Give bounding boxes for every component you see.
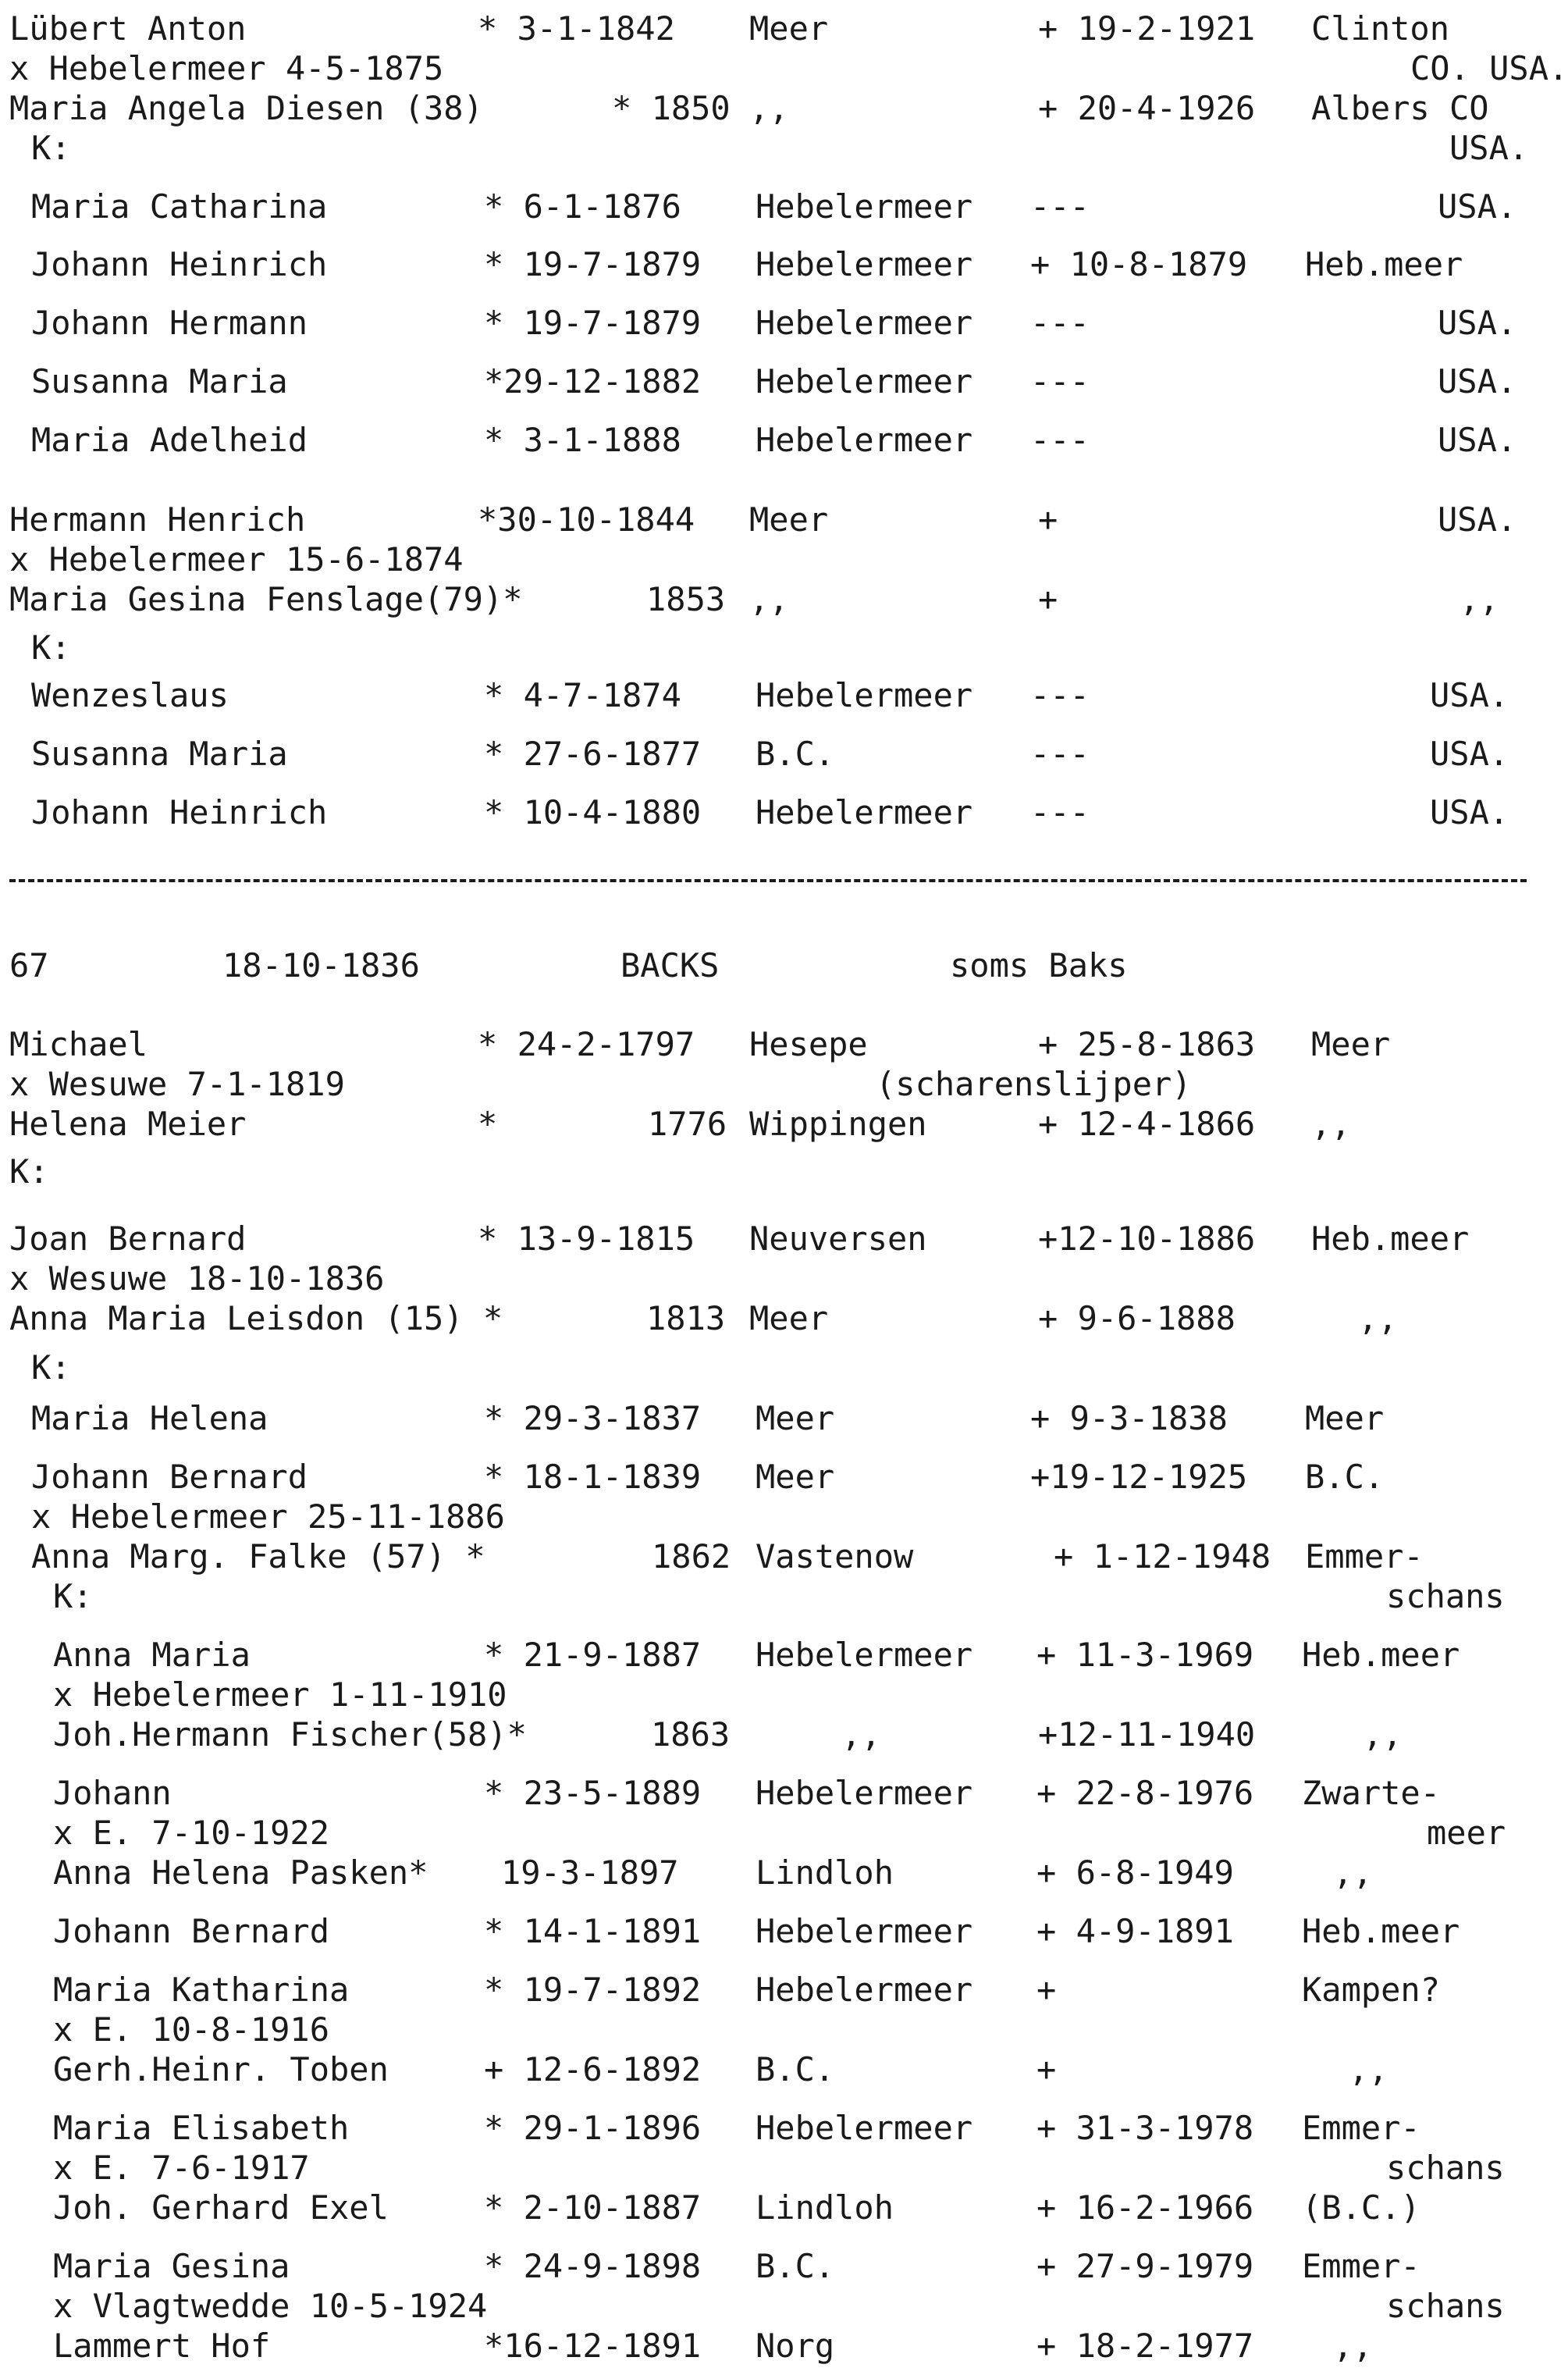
spouse-line bbox=[53, 1715, 1403, 1754]
death-date: + bbox=[1036, 2050, 1057, 2088]
person-name: Maria Gesina Fenslage(79)* bbox=[9, 580, 523, 618]
father-line bbox=[9, 9, 1449, 48]
birth-place: Meer bbox=[749, 500, 829, 539]
great-grandchild-row bbox=[53, 1912, 1460, 1951]
child-name: Johann Bernard bbox=[53, 1912, 330, 1950]
section-divider bbox=[9, 879, 1527, 882]
death-date: + 18-2-1977 bbox=[1036, 2327, 1254, 2365]
death-place: USA. bbox=[1438, 304, 1517, 342]
death-place: B.C. bbox=[1305, 1458, 1385, 1496]
birth-place: Hebelermeer bbox=[756, 1971, 973, 2009]
death-place: Zwarte- bbox=[1302, 1774, 1441, 1812]
death-date: --- bbox=[1030, 735, 1090, 773]
birth-place: Hebelermeer bbox=[756, 245, 973, 283]
birth-place: Meer bbox=[756, 1399, 835, 1437]
father-line bbox=[9, 1025, 1390, 1064]
marriage-text: x E. 7-6-1917 bbox=[53, 2149, 310, 2187]
birth-place: Hebelermeer bbox=[756, 362, 973, 401]
death-place: ,, bbox=[1311, 1105, 1351, 1143]
great-grandchild-row bbox=[53, 1636, 1460, 1675]
death-place: ,, bbox=[1460, 580, 1499, 618]
death-place: USA. bbox=[1438, 500, 1517, 539]
death-date: + 9-3-1838 bbox=[1030, 1399, 1228, 1437]
birth-place: B.C. bbox=[756, 2050, 835, 2088]
birth-place: Meer bbox=[756, 1458, 835, 1496]
child-name: Maria Gesina bbox=[53, 2247, 290, 2285]
birth-place: B.C. bbox=[756, 735, 835, 773]
birth-date: * 2-10-1887 bbox=[484, 2188, 702, 2227]
person-name: Michael bbox=[9, 1025, 148, 1063]
birth-place: Hebelermeer bbox=[756, 421, 973, 459]
birth-place: Lindloh bbox=[756, 1853, 894, 1892]
death-place: USA. bbox=[1430, 676, 1509, 714]
person-name: Lübert Anton bbox=[9, 9, 247, 48]
death-date: --- bbox=[1030, 304, 1090, 342]
person-name: Gerh.Heinr. Toben bbox=[53, 2050, 389, 2088]
birth-place: Meer bbox=[749, 1299, 829, 1337]
person-name: Hermann Henrich bbox=[9, 500, 306, 539]
great-grandchildren-label: K: bbox=[53, 1577, 93, 1615]
marriage-text: x E. 7-10-1922 bbox=[53, 1814, 330, 1852]
death-place: USA. bbox=[1430, 793, 1509, 831]
place-continuation: schans bbox=[1386, 2287, 1505, 2325]
death-date: + 6-8-1949 bbox=[1036, 1853, 1234, 1892]
birth-date: * 19-7-1879 bbox=[484, 245, 702, 283]
death-date: --- bbox=[1030, 676, 1090, 714]
father-line bbox=[9, 500, 1516, 539]
birth-date: * 6-1-1876 bbox=[484, 187, 681, 226]
death-place: USA. bbox=[1438, 362, 1517, 401]
child-name: Maria Adelheid bbox=[31, 421, 308, 459]
death-place: ,, bbox=[1358, 1299, 1398, 1337]
grandchild-row bbox=[31, 1458, 1384, 1497]
child-name: Anna Maria bbox=[53, 1636, 251, 1674]
birth-date: 1863 bbox=[651, 1715, 731, 1754]
great-grandchild-row bbox=[53, 2109, 1420, 2148]
person-name: Anna Maria Leisdon (15) * bbox=[9, 1299, 503, 1337]
great-grandchild-row bbox=[53, 2247, 1420, 2286]
death-date: + 27-9-1979 bbox=[1036, 2247, 1254, 2285]
death-place: USA. bbox=[1438, 187, 1517, 226]
birth-place: Hebelermeer bbox=[756, 187, 973, 226]
marriage-line: x Hebelermeer 25-11-1886 bbox=[31, 1497, 505, 1536]
birth-place: Norg bbox=[756, 2327, 835, 2365]
mother-note: USA. bbox=[1449, 129, 1529, 167]
birth-date: 1813 bbox=[646, 1299, 726, 1337]
birth-place: Wippingen bbox=[749, 1105, 927, 1143]
birth-date: * 18-1-1839 bbox=[484, 1458, 702, 1496]
child-name: Johann Hermann bbox=[31, 304, 308, 342]
birth-date: * 23-5-1889 bbox=[484, 1774, 702, 1812]
spouse-line bbox=[31, 1537, 1424, 1576]
marriage-line bbox=[53, 1814, 1506, 1853]
child-name: Maria Elisabeth bbox=[53, 2109, 350, 2147]
child-name: Johann Bernard bbox=[31, 1458, 308, 1496]
death-date: + 9-6-1888 bbox=[1038, 1299, 1236, 1337]
mother-line bbox=[9, 1105, 1351, 1144]
death-date: + bbox=[1038, 500, 1058, 539]
person-name: Maria Angela Diesen (38) bbox=[9, 89, 483, 127]
grandchildren-label: K: bbox=[31, 1348, 71, 1387]
marriage-text: x Vlagtwedde 10-5-1924 bbox=[53, 2287, 488, 2325]
place-continuation: schans bbox=[1386, 1577, 1505, 1615]
marriage-line bbox=[9, 49, 1568, 88]
birth-place: Vastenow bbox=[756, 1537, 914, 1576]
death-date: +19-12-1925 bbox=[1030, 1458, 1248, 1496]
person-name: Helena Meier bbox=[9, 1105, 247, 1143]
marriage-line: x Hebelermeer 1-11-1910 bbox=[53, 1675, 507, 1714]
birth-place: Hesepe bbox=[749, 1025, 868, 1063]
death-date: + 22-8-1976 bbox=[1036, 1774, 1254, 1812]
birth-date: 1853 bbox=[646, 580, 726, 618]
death-date: + 12-4-1866 bbox=[1038, 1105, 1256, 1143]
person-name: Joh. Gerhard Exel bbox=[53, 2188, 389, 2227]
death-date: +12-10-1886 bbox=[1038, 1220, 1256, 1258]
children-label: K: bbox=[9, 1152, 49, 1191]
birth-date: * 24-2-1797 bbox=[478, 1025, 695, 1063]
child-name: Johann bbox=[53, 1774, 172, 1812]
birth-date: * 21-9-1887 bbox=[484, 1636, 702, 1674]
death-date: + 19-2-1921 bbox=[1038, 9, 1256, 48]
grandchild-row bbox=[31, 1399, 1384, 1438]
birth-date: *29-12-1882 bbox=[484, 362, 702, 401]
spouse-line bbox=[53, 2327, 1373, 2366]
child-name: Wenzeslaus bbox=[31, 676, 229, 714]
death-place: ,, bbox=[1349, 2050, 1388, 2088]
death-place: (B.C.) bbox=[1302, 2188, 1420, 2227]
death-place: Emmer- bbox=[1305, 1537, 1424, 1576]
birth-date: * 14-1-1891 bbox=[484, 1912, 702, 1950]
death-place: Albers CO bbox=[1311, 89, 1489, 127]
entry-surname: BACKS bbox=[620, 946, 720, 985]
death-place: USA. bbox=[1438, 421, 1517, 459]
death-date: + 10-8-1879 bbox=[1030, 245, 1248, 283]
birth-star: * bbox=[478, 1105, 498, 1143]
children-label: K: bbox=[31, 628, 71, 667]
death-date: + 20-4-1926 bbox=[1038, 89, 1256, 127]
birth-date: * 24-9-1898 bbox=[484, 2247, 702, 2285]
children-label-line bbox=[9, 129, 1528, 168]
child-row bbox=[31, 362, 1516, 401]
birth-place: Meer bbox=[749, 9, 829, 48]
birth-date: * 19-7-1879 bbox=[484, 304, 702, 342]
mother-line bbox=[9, 89, 1489, 128]
person-name: Joan Bernard bbox=[9, 1220, 247, 1258]
death-date: --- bbox=[1030, 187, 1090, 226]
marriage-line: x E. 10-8-1916 bbox=[53, 2010, 330, 2049]
death-place: Meer bbox=[1305, 1399, 1385, 1437]
child-name: Johann Heinrich bbox=[31, 245, 328, 283]
entry-number: 67 bbox=[9, 946, 49, 985]
death-place: Heb.meer bbox=[1302, 1636, 1460, 1674]
birth-date: * 4-7-1874 bbox=[484, 676, 681, 714]
birth-date: * 27-6-1877 bbox=[484, 735, 702, 773]
entry-date: 18-10-1836 bbox=[222, 946, 420, 985]
birth-place: B.C. bbox=[756, 2247, 835, 2285]
child-row bbox=[31, 676, 1509, 715]
great-grandchild-row bbox=[53, 1971, 1440, 2010]
child-row bbox=[31, 735, 1509, 774]
occupation: (scharenslijper) bbox=[876, 1065, 1192, 1103]
child-name: Maria Helena bbox=[31, 1399, 268, 1437]
child-row bbox=[31, 421, 1516, 460]
death-place: Heb.meer bbox=[1311, 1220, 1470, 1258]
surname-variant: soms Baks bbox=[950, 946, 1128, 985]
death-place: ,, bbox=[1363, 1715, 1403, 1754]
death-date: + 31-3-1978 bbox=[1036, 2109, 1254, 2147]
birth-place: Hebelermeer bbox=[756, 793, 973, 831]
death-place: ,, bbox=[1333, 1853, 1373, 1892]
birth-date: * 29-1-1896 bbox=[484, 2109, 702, 2147]
death-place: ,, bbox=[1333, 2327, 1373, 2365]
death-date: + 16-2-1966 bbox=[1036, 2188, 1254, 2227]
person-name: Anna Helena Pasken* bbox=[53, 1853, 428, 1892]
death-place: Emmer- bbox=[1302, 2109, 1420, 2147]
mother-line bbox=[9, 580, 1499, 619]
person-name: Joh.Hermann Fischer(58)* bbox=[53, 1715, 527, 1754]
marriage-line bbox=[53, 2149, 1505, 2188]
death-place: Clinton bbox=[1311, 9, 1450, 48]
birth-date: * 19-7-1892 bbox=[484, 1971, 702, 2009]
child-row bbox=[31, 304, 1516, 343]
birth-place: ,, bbox=[749, 580, 789, 618]
birth-place: Lindloh bbox=[756, 2188, 894, 2227]
death-date: --- bbox=[1030, 793, 1090, 831]
place-continuation: schans bbox=[1386, 2149, 1505, 2187]
birth-place: Hebelermeer bbox=[756, 2109, 973, 2147]
marriage-line: x Wesuwe 18-10-1836 bbox=[9, 1259, 385, 1298]
birth-place: Neuversen bbox=[749, 1220, 927, 1258]
death-place: Heb.meer bbox=[1305, 245, 1463, 283]
birth-date: * 10-4-1880 bbox=[484, 793, 702, 831]
birth-date: * 13-9-1815 bbox=[478, 1220, 695, 1258]
death-date: --- bbox=[1030, 362, 1090, 401]
entry-header bbox=[9, 946, 1128, 985]
marriage-note: CO. USA. bbox=[1410, 49, 1568, 87]
person-name: Anna Marg. Falke (57) * bbox=[31, 1537, 485, 1576]
birth-date: * 3-1-1888 bbox=[484, 421, 681, 459]
death-date: + 11-3-1969 bbox=[1036, 1636, 1254, 1674]
person-name: Lammert Hof bbox=[53, 2327, 271, 2365]
child-row bbox=[31, 245, 1463, 284]
birth-date: 19-3-1897 bbox=[501, 1853, 679, 1892]
birth-date: 1862 bbox=[652, 1537, 731, 1576]
marriage-line bbox=[9, 1065, 1192, 1104]
child-row bbox=[31, 793, 1509, 832]
marriage-line bbox=[53, 2287, 1505, 2326]
spouse-line bbox=[53, 1853, 1373, 1893]
child-row bbox=[31, 187, 1516, 226]
death-date: +12-11-1940 bbox=[1038, 1715, 1256, 1754]
birth-place: Hebelermeer bbox=[756, 304, 973, 342]
death-date: + bbox=[1036, 1971, 1057, 2009]
birth-date: * 3-1-1842 bbox=[478, 9, 675, 48]
birth-date: + 12-6-1892 bbox=[484, 2050, 702, 2088]
death-place: Meer bbox=[1311, 1025, 1391, 1063]
birth-place: ,, bbox=[841, 1715, 881, 1754]
spouse-line bbox=[53, 2188, 1420, 2227]
son-line bbox=[9, 1220, 1469, 1259]
birth-date: *16-12-1891 bbox=[484, 2327, 702, 2365]
birth-place: Hebelermeer bbox=[756, 1912, 973, 1950]
death-date: + 4-9-1891 bbox=[1036, 1912, 1234, 1950]
marriage-text: x Hebelermeer 15-6-1874 bbox=[9, 540, 464, 579]
ggc-label-line bbox=[53, 1577, 1505, 1616]
spouse-line bbox=[9, 1299, 1398, 1338]
children-label: K: bbox=[31, 129, 71, 167]
birth-place: ,, bbox=[749, 89, 789, 127]
death-place: Heb.meer bbox=[1302, 1912, 1460, 1950]
death-place: USA. bbox=[1430, 735, 1509, 773]
birth-date: * 1850 bbox=[612, 89, 731, 127]
birth-place: Hebelermeer bbox=[756, 1636, 973, 1674]
birth-place: Hebelermeer bbox=[756, 676, 973, 714]
great-grandchild-row bbox=[53, 1774, 1440, 1813]
child-name: Susanna Maria bbox=[31, 735, 288, 773]
birth-year: 1776 bbox=[648, 1105, 727, 1143]
death-date: + 1-12-1948 bbox=[1054, 1537, 1271, 1576]
child-name: Maria Catharina bbox=[31, 187, 328, 226]
child-name: Maria Katharina bbox=[53, 1971, 350, 2009]
place-continuation: meer bbox=[1427, 1814, 1506, 1852]
marriage-text: x Hebelermeer 4-5-1875 bbox=[9, 49, 444, 87]
birth-date: *30-10-1844 bbox=[478, 500, 695, 539]
marriage-line bbox=[9, 540, 464, 579]
birth-place: Hebelermeer bbox=[756, 1774, 973, 1812]
death-place: Kampen? bbox=[1302, 1971, 1441, 2009]
death-date: --- bbox=[1030, 421, 1090, 459]
death-date: + bbox=[1038, 580, 1058, 618]
death-date: + 25-8-1863 bbox=[1038, 1025, 1256, 1063]
death-place: Emmer- bbox=[1302, 2247, 1420, 2285]
marriage-text: x Wesuwe 7-1-1819 bbox=[9, 1065, 345, 1103]
child-name: Susanna Maria bbox=[31, 362, 288, 401]
birth-date: * 29-3-1837 bbox=[484, 1399, 702, 1437]
child-name: Johann Heinrich bbox=[31, 793, 328, 831]
spouse-line bbox=[53, 2050, 1388, 2089]
